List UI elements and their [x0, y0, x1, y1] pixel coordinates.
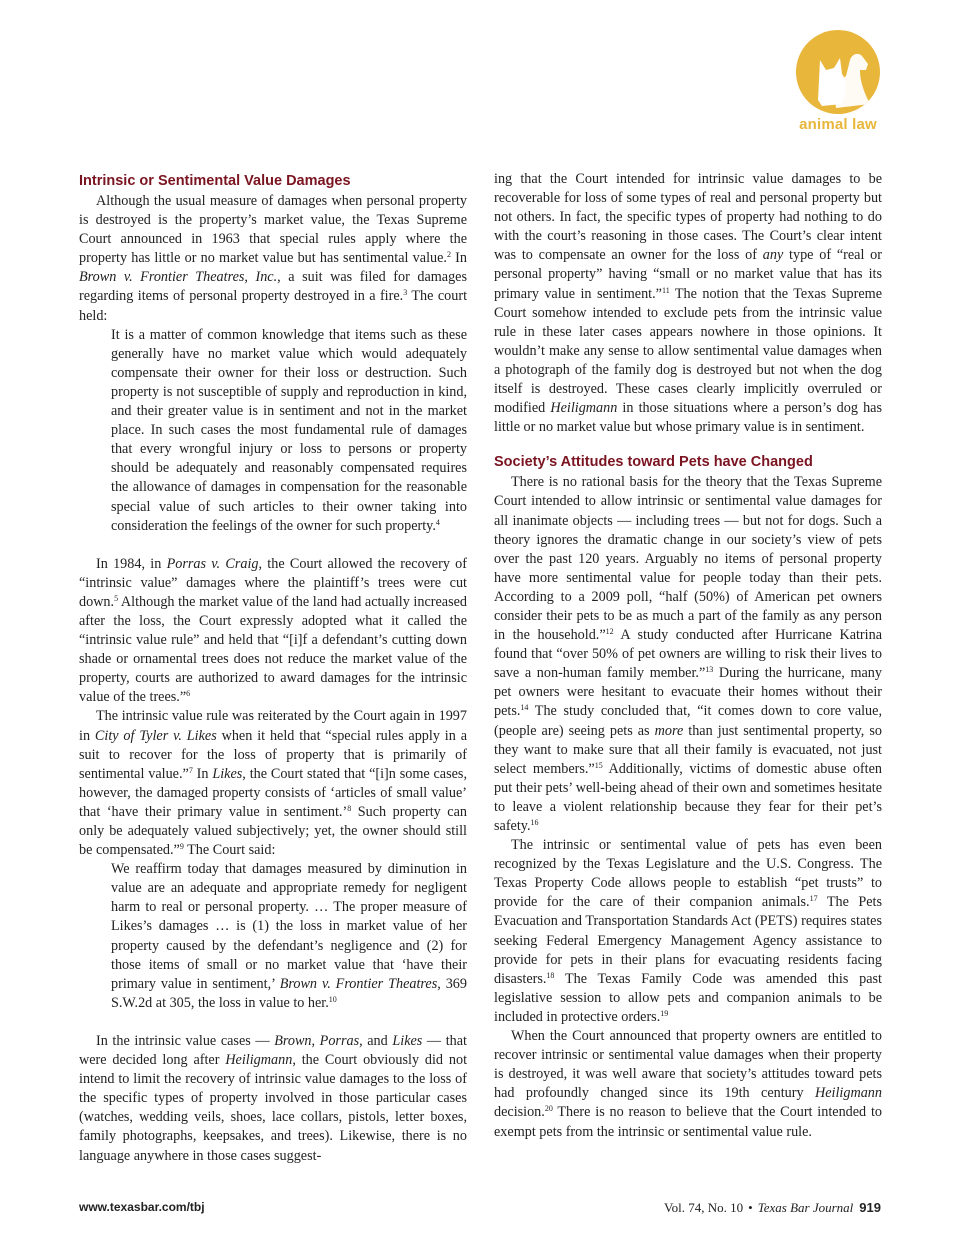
dog-cat-silhouette-icon [796, 30, 880, 114]
paragraph: In the intrinsic value cases — Brown, Porras, and Likes — that were decided long after Heiligmann, the Court obviously did not intend to limit the recovery of intrinsic value damages to the loss of the specific types of property involved in those particular cases (watches, wedding veils, shoes, lace collars, pistols, letter boxes, family photographs, keepsakes, and trees). Likewise, there is no language anywhere in those cases suggest- [79, 1032, 468, 1164]
footer-volume: Vol. 74, No. 10 [663, 1200, 744, 1215]
footnote-ref[interactable]: 13 [705, 665, 714, 675]
section-heading-intrinsic: Intrinsic or Sentimental Value Damages [79, 173, 351, 189]
footnote-ref[interactable]: 12 [605, 627, 614, 637]
footnote-ref[interactable]: 4 [435, 517, 440, 527]
footnote-ref[interactable]: 2 [446, 250, 451, 260]
case-name: Likes [212, 765, 243, 782]
footnote-ref[interactable]: 10 [328, 994, 337, 1004]
paragraph: ing that the Court intended for intrinsic value damages to be recoverable for loss of some types of real and personal property but not others. In fact, the specific types of property had nothing to do with the court’s reasoning in those cases. The Court’s clear intent was to compensate an owner for the loss of any type of “real or personal property” having “small or no market value that has its primary value in sentiment.”$^{11}$ The notion that the Texas Supreme Court somehow intended to exclude pets from the intrinsic value rule in these later cases appears nowhere in those opinions. It wouldn’t make any sense to allow sentimental value damages when a photograph of the family dog is destroyed but not when the dog itself is destroyed. These cases clearly implicitly overruled or modified Heiligmann in those situations where a person’s dog has little or no market value but whose primary value is in sentiment. [494, 171, 883, 436]
footer-url-link[interactable]: www.texasbar.com/tbj [79, 1200, 205, 1214]
animal-law-logo [790, 30, 886, 133]
paragraph: Although the usual measure of damages when personal property is destroyed is the property’s market value, the Texas Supreme Court announced in 1963 that special rules apply where the property has little or no market value but has sentimental value.$^2$ In Brown v. Frontier Theatres, Inc., a suit was filed for damages regarding items of personal property destroyed in a fire.$^3$ The court held: [79, 193, 468, 324]
paragraph: There is no rational basis for the theory that the Texas Supreme Court intended to allow intrinsic or sentimental value damages for all inanimate objects — including trees — but not for dogs. Such a theory ignores the dramatic change in our society’s view of pets over the past 120 years. Arguably no items of personal property have more sentimental value for people today than their pets. According to a 2009 poll, “half (50%) of American pet owners consider their pets to be as much a part of the family as any person in the household.”$^{12}$ A study conducted after Hurricane Katrina found that “over 50% of pet owners are willing to risk their lives to save a non-human family member.”$^{13}$ During the hurricane, many pet owners were hesitant to evacuate their homes without their pets.$^{14}$ The study concluded that, “it comes down to core value, (people are) seeing pets as more than just sentimental property, so they want to make sure that all their family is evacuated, not just select members.”$^{15}$ Additionally, victims of domestic abuse often put their pets’ well-being ahead of their own and sometimes hesitate to leave a violent relationship because they fear for their pet’s safety.$^{16}$ [494, 474, 882, 834]
emphasis: more [654, 722, 684, 739]
right-column [494, 170, 882, 1142]
footnote-ref[interactable]: 18 [546, 970, 555, 980]
case-name: Brown v. Frontier Theatres [279, 975, 438, 992]
case-name: Brown v. Frontier Theatres, Inc. [79, 269, 278, 286]
block-quote: It is a matter of common knowledge that items such as these generally have no market value which would adequately compensate their owner for their loss or destruction. Such property is not susceptible of supply and reproduction in kind, and their greater value is in sentiment and not in the market place. In such cases the most fundamental rule of damages that every wrongful injury or loss to persons or property should be adequately and reasonably compensated requires the allowance of damages in compensation for the reasonable special value of such articles to their owner taking into consideration the feelings of the owner for such property.$^4$ [111, 326, 467, 534]
footnote-ref[interactable]: 11 [661, 285, 670, 295]
paragraph: In 1984, in Porras v. Craig, the Court allowed the recovery of “intrinsic value” damages where the plaintiff’s trees were cut down.$^5$ Although the market value of the land had actually increased after the loss, the Court expressly adopted what it called the “intrinsic value rule” and held that “[i]f a defendant’s cutting down shade or ornamental trees does not reduce the market value of the property, courts are authorized to award damages for the intrinsic value of the trees.”$^6$ [79, 555, 468, 706]
paragraph: When the Court announced that property owners are entitled to recover intrinsic or sentimental value damages when their property is destroyed, it was well aware that society’s attitudes toward pets had profoundly changed since its 19th century Heiligmann decision.$^{20}$ There is no reason to believe that the Court intended to exempt pets from the intrinsic or sentimental value rule. [494, 1028, 882, 1140]
case-name: Brown [274, 1032, 312, 1049]
left-column [79, 170, 467, 1166]
footnote-ref[interactable]: 5 [114, 593, 119, 603]
footnote-ref[interactable]: 6 [186, 689, 191, 699]
footnote-ref[interactable]: 15 [594, 760, 603, 770]
footnote-ref[interactable]: 7 [188, 765, 193, 775]
footer-bullet: • [748, 1200, 753, 1215]
footnote-ref[interactable]: 8 [347, 803, 352, 813]
footer-issue-info [664, 1200, 881, 1216]
paragraph: The intrinsic value rule was reiterated by the Court again in 1997 in City of Tyler v. Likes when it held that “special rules apply in a suit to recover for the loss of property that is primarily of sentimental value.”$^7$ In Likes, the Court stated that “[i]n some cases, however, the damaged property consists of ‘articles of small value’ that ‘have their primary value in sentiment.’$^8$ Such property can only be adequately valued subjectively; yet, the owner should still be compensated.”$^9$ The Court said: [79, 708, 467, 859]
block-quote: We reaffirm today that damages measured by diminution in value are an adequate and appropriate remedy for negligent harm to real or personal property. … The proper measure of Likes’s damages … is (1) the loss in market value of her property caused by the defendant’s negligence and (2) for those items of small or no market value that ‘have their primary value in sentiment,’ Brown v. Frontier Theatres, 369 S.W.2d at 305, the loss in value to her.$^{10}$ [111, 861, 467, 1011]
page-footer [79, 1200, 881, 1218]
footnote-ref[interactable]: 3 [403, 288, 408, 298]
case-name: Likes [392, 1032, 423, 1049]
case-name: Heiligmann [225, 1052, 293, 1069]
emphasis: any [762, 247, 784, 264]
case-name: Porras [319, 1032, 360, 1049]
case-name: Porras v. Craig [166, 555, 259, 572]
footer-journal: Texas Bar Journal [757, 1200, 854, 1215]
section-heading-society: Society’s Attitudes toward Pets have Changed [494, 454, 813, 471]
footnote-ref[interactable]: 16 [530, 818, 539, 827]
page-number: 919 [859, 1200, 881, 1215]
footnote-ref[interactable]: 14 [520, 703, 529, 713]
case-name: Heiligmann [815, 1085, 882, 1102]
logo-label: animal law [799, 116, 877, 133]
footnote-ref[interactable]: 9 [179, 842, 184, 852]
footnote-ref[interactable]: 20 [544, 1104, 553, 1114]
case-name: Heiligmann [550, 400, 618, 417]
paragraph: The intrinsic or sentimental value of pets has even been recognized by the Texas Legislature and the U.S. Congress. The Texas Property Code allows people to establish “pet trusts” to provide for the care of their companion animals.$^{17}$ The Pets Evacuation and Transportation Standards Act (PETS) requires states seeking Federal Emergency Management Agency assistance to provide for pets in their plans for evacuating residents facing disasters.$^{18}$ The Texas Family Code was amended this past legislative session to allow pets and companion animals to be included in protective orders.$^{19}$ [494, 837, 882, 1025]
footnote-ref[interactable]: 17 [809, 894, 818, 904]
footnote-ref[interactable]: 19 [660, 1008, 669, 1018]
case-name: City of Tyler v. Likes [94, 727, 217, 744]
